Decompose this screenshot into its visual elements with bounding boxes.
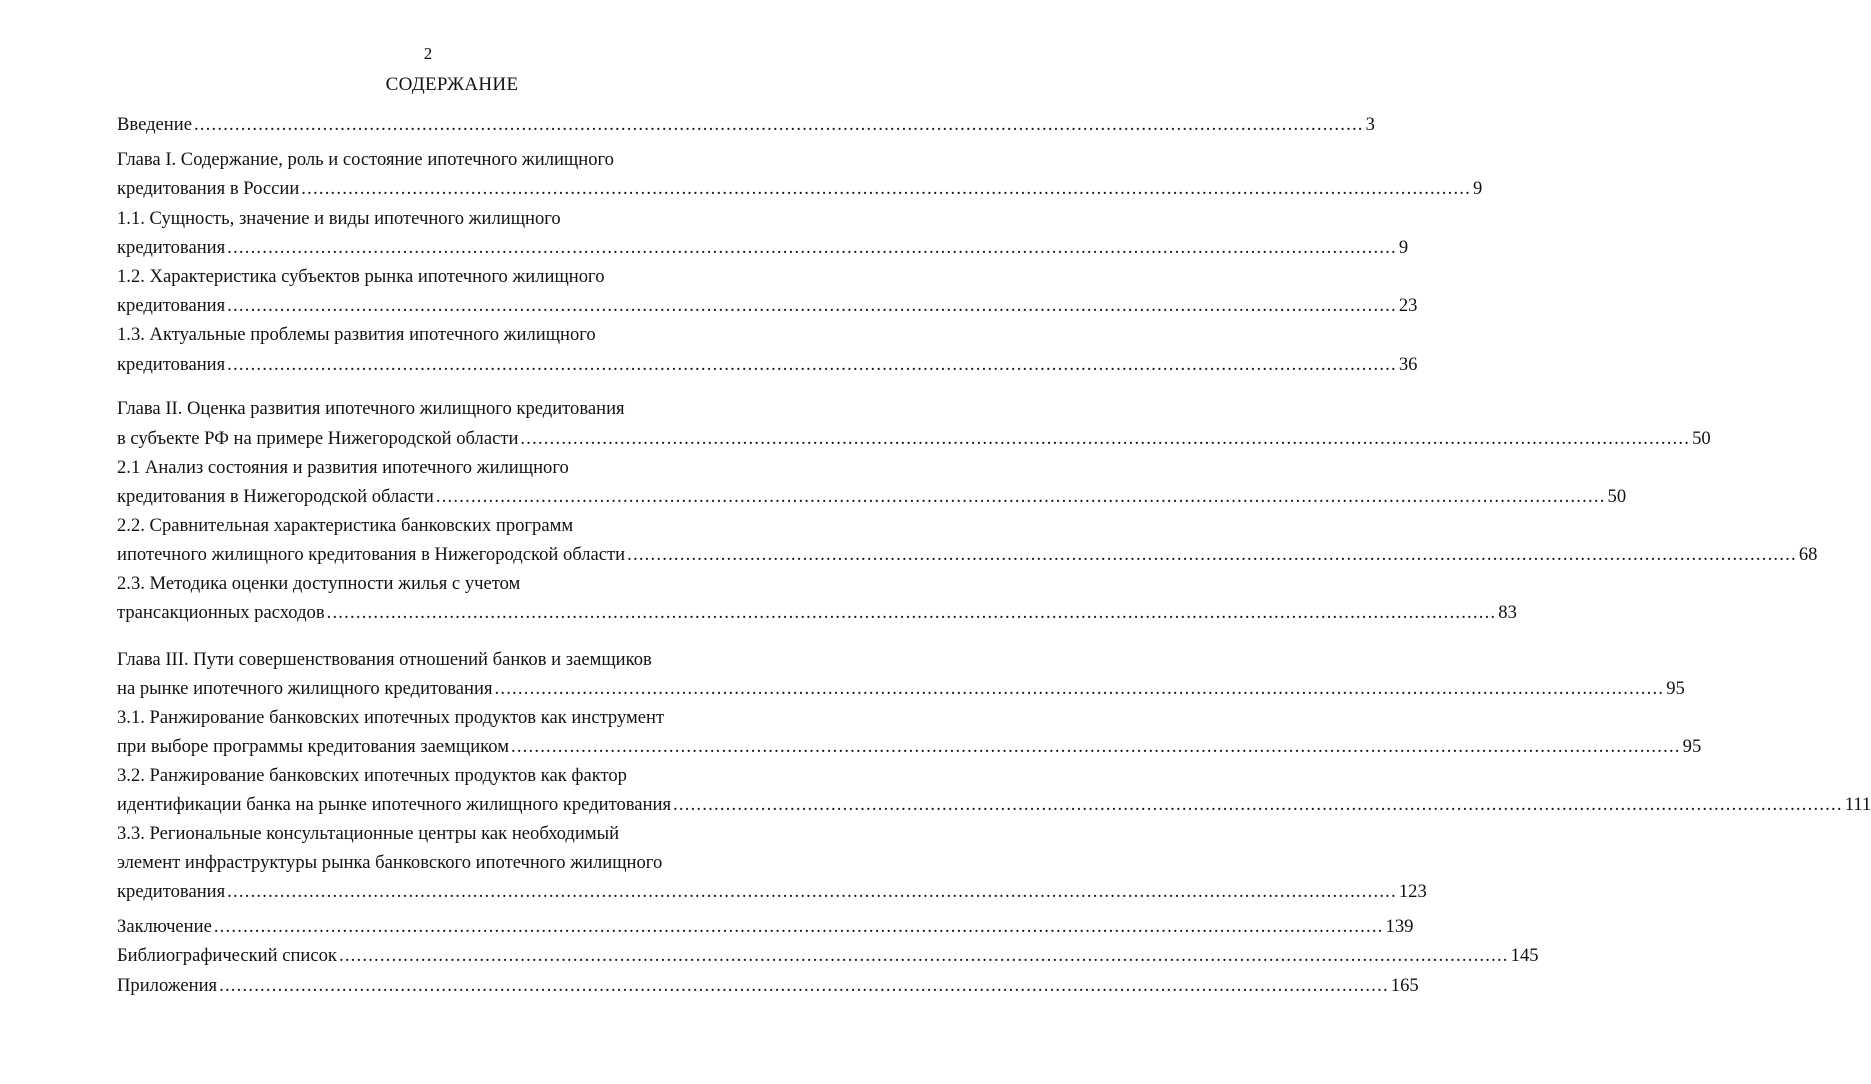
toc-entry-line — [117, 482, 1627, 512]
toc-entry-text-line — [117, 819, 718, 849]
toc-entry-title: идентификации банка на рынке ипотечного жилищного кредитования — [117, 794, 672, 815]
toc-dot-leader: ........................................................................................................................................................................................................ — [673, 794, 1843, 815]
toc-page-number: 68 — [1798, 544, 1818, 565]
toc-entry-title: 3.1. Ранжирование банковских ипотечных продуктов как инструмент — [117, 707, 665, 728]
toc-page-number: 36 — [1398, 354, 1418, 375]
toc-entry-line — [117, 971, 1419, 1001]
toc-entry-line — [117, 110, 1375, 140]
toc-dot-leader: ........................................................................................................................................................................................................ — [227, 237, 1397, 258]
toc-entry-title: элемент инфраструктуры рынка банковского ипотечного жилищного — [117, 852, 663, 873]
toc-entry-title: Заключение — [117, 916, 212, 937]
toc-entry-title: Глава I. Содержание, роль и состояние ипотечного жилищного — [117, 149, 614, 170]
toc-dot-leader: ........................................................................................................................................................................................................ — [227, 295, 1397, 316]
toc-entry-title: при выборе программы кредитования заемщиком — [117, 736, 509, 757]
toc-page-number: 95 — [1666, 678, 1685, 699]
toc-dot-leader: ........................................................................................................................................................................................................ — [520, 428, 1691, 449]
toc-entry-title: в субъекте РФ на примере Нижегородской области — [117, 428, 519, 449]
toc-entry-line — [117, 233, 1409, 263]
toc-entry-title: Приложения — [117, 975, 218, 996]
toc-dot-leader: ........................................................................................................................................................................................................ — [219, 975, 1389, 996]
toc-entry-text-line — [117, 394, 718, 424]
toc-entry-line — [117, 174, 1483, 204]
toc-entry-title: кредитования — [117, 881, 226, 902]
toc-dot-leader: ........................................................................................................................................................................................................ — [510, 736, 1681, 757]
toc-entry-title: 2.2. Сравнительная характеристика банковских программ — [117, 515, 574, 536]
toc-page-number: 111 — [1844, 794, 1871, 815]
toc-entry-line — [117, 941, 1539, 971]
toc-page-number: 139 — [1385, 916, 1414, 937]
toc-page-number: 3 — [1365, 114, 1375, 135]
toc-entry-title: 3.3. Региональные консультационные центры как необходимый — [117, 823, 620, 844]
toc-page-number: 9 — [1398, 237, 1409, 258]
toc-dot-leader: ........................................................................................................................................................................................................ — [435, 486, 1606, 507]
toc-entry-text-line — [117, 145, 718, 175]
toc-entry-title: Глава II. Оценка развития ипотечного жилищного кредитования — [117, 398, 625, 419]
toc-entry-line — [117, 350, 1418, 380]
toc-entry-title: кредитования в России — [117, 178, 300, 199]
toc-entry-title: Библиографический список — [117, 945, 337, 966]
toc-entry-title: трансакционных расходов — [117, 602, 325, 623]
toc-entry-text-line — [117, 703, 718, 733]
toc-entry-line — [117, 598, 1517, 628]
toc-entry-line — [117, 540, 1818, 570]
toc-entry-title: Введение — [117, 114, 192, 135]
toc-page-number: 83 — [1498, 602, 1517, 623]
page-number: 2 — [423, 44, 433, 63]
toc-entry-line — [117, 877, 1427, 907]
toc-entry-title: кредитования в Нижегородской области — [117, 486, 434, 507]
toc-page-number: 23 — [1398, 295, 1418, 316]
toc-entry-line — [117, 291, 1418, 321]
toc-dot-leader: ........................................................................................................................................................................................................ — [338, 945, 1509, 966]
toc-entry-text-line — [117, 761, 718, 791]
toc-page-number: 123 — [1398, 881, 1427, 902]
toc-dot-leader: ........................................................................................................................................................................................................ — [193, 114, 1364, 135]
toc-entry-text-line — [117, 262, 718, 292]
toc-page-number: 145 — [1510, 945, 1539, 966]
toc-entry-title: ипотечного жилищного кредитования в Нижегородской области — [117, 544, 626, 565]
toc-entry-text-line — [117, 569, 718, 599]
toc-page-number: 165 — [1390, 975, 1419, 996]
toc-entry-text-line — [117, 320, 718, 350]
toc-page-number: 50 — [1607, 486, 1627, 507]
toc-dot-leader: ........................................................................................................................................................................................................ — [301, 178, 1471, 199]
toc-entry-title: 1.2. Характеристика субъектов рынка ипотечного жилищного — [117, 266, 605, 287]
toc-entry-text-line — [117, 204, 718, 234]
toc-entry-text-line — [117, 511, 718, 541]
toc-page-number: 95 — [1682, 736, 1702, 757]
toc-dot-leader: ........................................................................................................................................................................................................ — [213, 916, 1384, 937]
toc-entry-title: на рынке ипотечного жилищного кредитования — [117, 678, 493, 699]
toc-entry-title: 1.1. Сущность, значение и виды ипотечного жилищного — [117, 208, 561, 229]
toc-entry-title: кредитования — [117, 354, 226, 375]
toc-page-number: 50 — [1692, 428, 1711, 449]
toc-entry-title: Глава III. Пути совершенствования отношений банков и заемщиков — [117, 649, 652, 670]
toc-entry-title: 2.1 Анализ состояния и развития ипотечного жилищного — [117, 457, 569, 478]
toc-entry-line — [117, 674, 1685, 704]
toc-entry-text-line — [117, 848, 718, 878]
toc-entry-line — [117, 732, 1702, 762]
toc-entry-text-line — [117, 645, 718, 675]
toc-dot-leader: ........................................................................................................................................................................................................ — [227, 354, 1397, 375]
toc-entry-title: 1.3. Актуальные проблемы развития ипотечного жилищного — [117, 324, 596, 345]
toc-entry-title: 3.2. Ранжирование банковских ипотечных продуктов как фактор — [117, 765, 627, 786]
toc-page-number: 9 — [1472, 178, 1483, 199]
toc-entry-line — [117, 790, 1871, 820]
toc-entry-title: кредитования — [117, 295, 226, 316]
page-title: СОДЕРЖАНИЕ — [385, 74, 519, 95]
toc-entry-text-line — [117, 453, 718, 483]
toc-dot-leader: ........................................................................................................................................................................................................ — [326, 602, 1497, 623]
toc-dot-leader: ........................................................................................................................................................................................................ — [227, 881, 1397, 902]
toc-entry-line — [117, 912, 1414, 942]
toc-dot-leader: ........................................................................................................................................................................................................ — [494, 678, 1665, 699]
toc-entry-title: 2.3. Методика оценки доступности жилья с учетом — [117, 573, 521, 594]
toc-dot-leader: ........................................................................................................................................................................................................ — [627, 544, 1797, 565]
toc-entry-title: кредитования — [117, 237, 226, 258]
toc-entry-line — [117, 424, 1711, 454]
